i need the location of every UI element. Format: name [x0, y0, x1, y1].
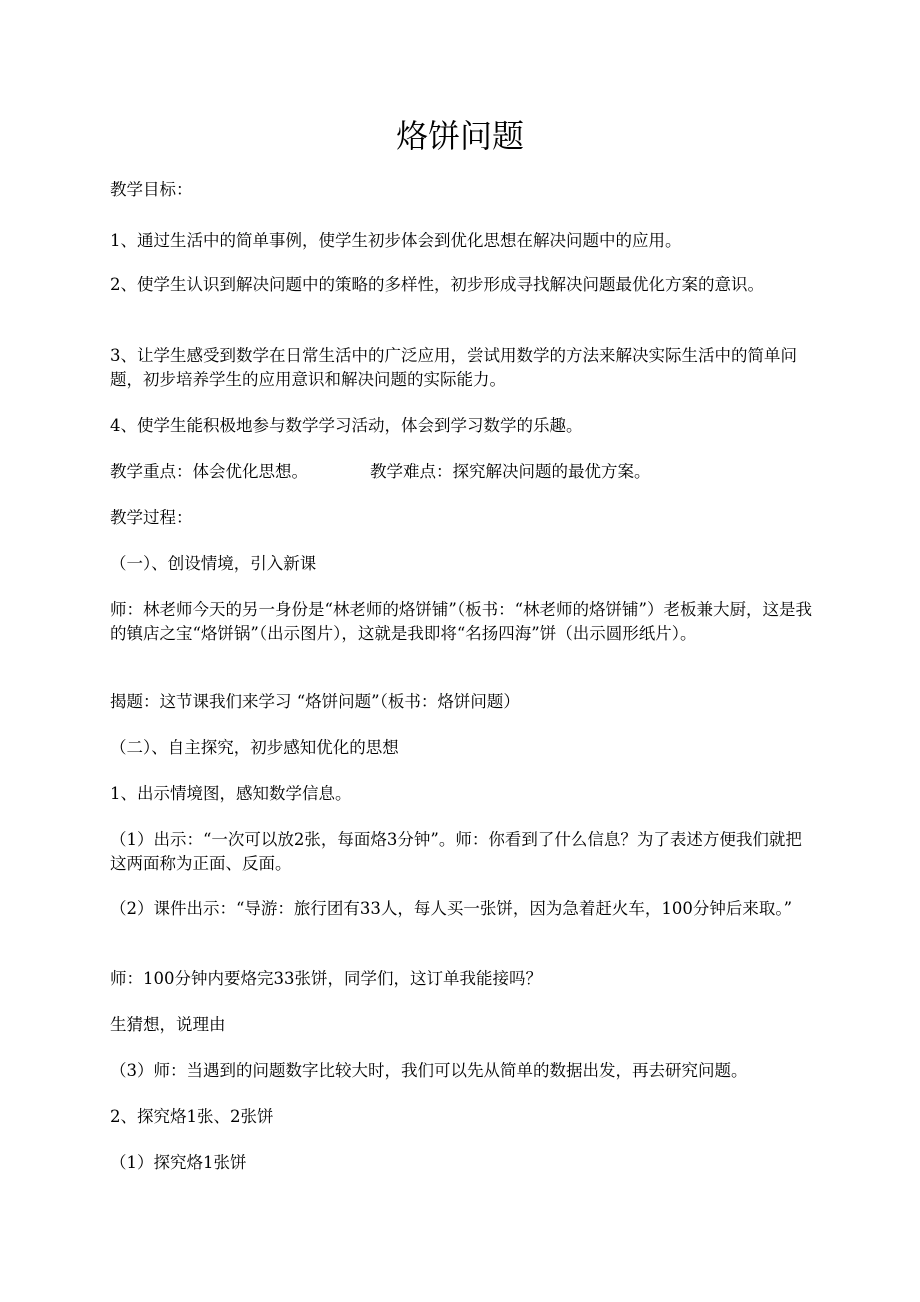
section1-heading: （一）、创设情境，引入新课 [110, 554, 317, 573]
step1-a: （1）出示：“一次可以放2张，每面烙3分钟”。师：你看到了什么信息？为了表述方便我们就把这两面称为正面、反面。 [110, 830, 802, 873]
teacher-question: 师：100分钟内要烙完33张饼，同学们，这订单我能接吗？ [110, 969, 542, 988]
step1-c: （3）师：当遇到的问题数字比较大时，我们可以先从简单的数据出发，再去研究问题。 [110, 1061, 748, 1080]
document-title: 烙饼问题 [395, 117, 524, 155]
step2: 2、探究烙1张、2张饼 [110, 1107, 274, 1126]
step1: 1、出示情境图，感知数学信息。 [110, 784, 352, 803]
goal-item-3: 3、让学生感受到数学在日常生活中的广泛应用，尝试用数学的方法来解决实际生活中的简单问题，初步培养学生的应用意识和解决问题的实际能力。 [110, 346, 797, 389]
step2-a: （1）探究烙1张饼 [110, 1153, 247, 1172]
step1-b: （2）课件出示：“导游：旅行团有33人，每人买一张饼，因为急着赶火车，100分钟后来取。” [110, 899, 793, 918]
teacher-intro: 师：林老师今天的另一身份是“林老师的烙饼铺”（板书：“林老师的烙饼铺”）老板兼大厨，这是我的镇店之宝“烙饼锅”（出示图片），这就是我即将“名扬四海”饼（出示圆形纸片）。 [110, 600, 812, 643]
goal-item-4: 4、使学生能积极地参与数学学习活动，体会到学习数学的乐趣。 [110, 416, 583, 435]
reveal-topic: 揭题：这节课我们来学习 “烙饼问题”（板书：烙饼问题） [110, 692, 520, 711]
goal-item-2: 2、使学生认识到解决问题中的策略的多样性，初步形成寻找解决问题最优化方案的意识。 [110, 275, 764, 294]
process-heading: 教学过程： [110, 508, 193, 527]
goals-heading: 教学目标： [110, 180, 193, 199]
key-points-line [110, 460, 818, 484]
section2-heading: （二）、自主探究，初步感知优化的思想 [110, 738, 399, 757]
key-point: 教学重点：体会优化思想。 [110, 462, 308, 481]
goal-item-1: 1、通过生活中的简单事例，使学生初步体会到优化思想在解决问题中的应用。 [110, 231, 682, 250]
student-guess: 生猜想，说理由 [110, 1015, 226, 1034]
difficult-point: 教学难点：探究解决问题的最优方案。 [370, 462, 651, 481]
